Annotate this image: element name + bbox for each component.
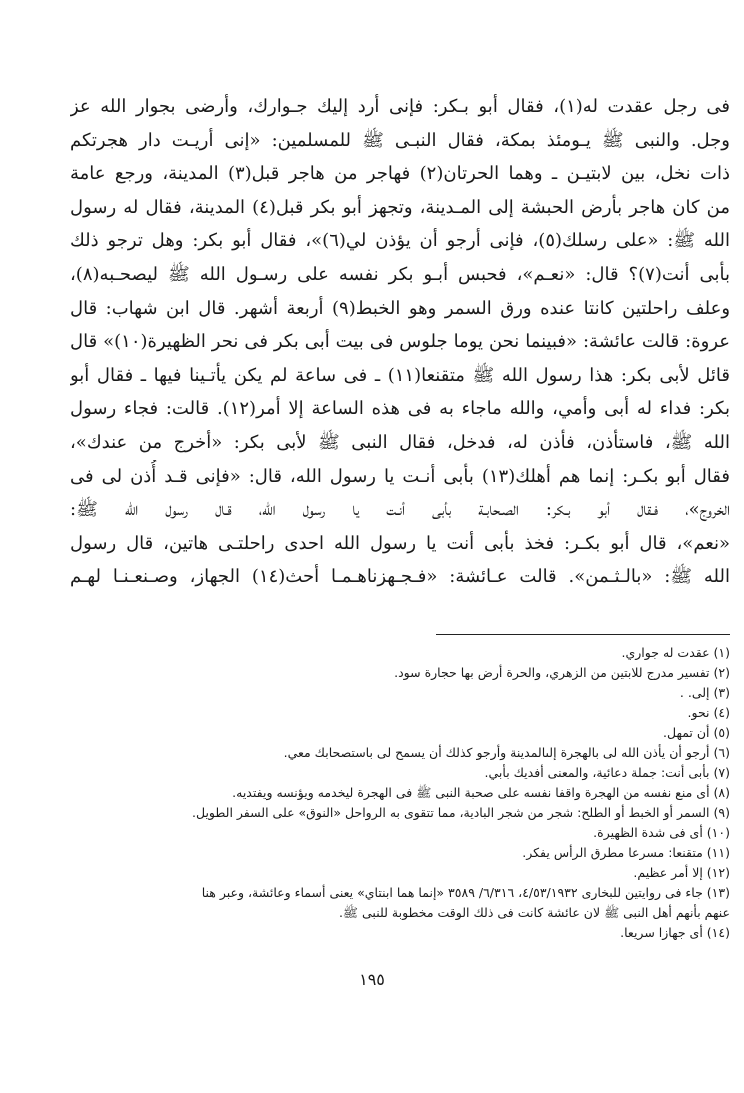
footnote: (٤) نحو. <box>687 705 730 720</box>
footnote: (٥) أن تمهل. <box>663 725 730 740</box>
main-text-line: عروة: قالت عائشة: «فبينما نحن يوما جلوس فى بيت أبى بكر فى نحر الظهيرة(١٠)» قال <box>70 331 730 353</box>
main-text-line: «نعم»، قال أبو بكـر: فخذ بأبى أنت يا رسول الله احدى راحلتـى هاتين، قال رسول <box>70 532 730 554</box>
footnote: (٨) أى منع نفسه من الهجرة واقفا نفسه على صحبة النبى ﷺ فى الهجرة ليخدمه ويؤنسه ويفتديه. <box>232 785 730 800</box>
main-text-line: بكر: فداء له أبى وأمي، والله ماجاء به فى هذه الساعة إلا أمر(١٢). قالت: فجاء رسول <box>70 398 730 420</box>
main-text-line: الله ﷺ، فاستأذن، فأذن له، فدخل، فقال النبى ﷺ لأبى بكر: «أخرج من عندك»، <box>70 431 730 453</box>
main-text-line: الله ﷺ: «على رسلك(٥)، فإنى أرجو أن يؤذن لي(٦)»، فقال أبو بكر: وهل ترجو ذلك <box>70 230 730 252</box>
footnote: (١٠) أى فى شدة الظهيرة. <box>593 825 730 840</box>
footnote: (٧) بأبى أنت: جملة دعائية، والمعنى أفديك بأبي. <box>484 765 730 780</box>
footnote-divider <box>436 634 730 635</box>
footnote: (٢) تفسير مدرج للابتين من الزهري، والحرة أرض بها حجارة سود. <box>394 665 730 680</box>
page-number: ١٩٥ <box>359 970 385 989</box>
footnote-continuation: عنهم بأنهم أهل النبى ﷺ لان عائشة كانت فى ذلك الوقت مخطوبة للنبى ﷺ. <box>338 905 730 920</box>
footnote: (١٢) إلا أمر عظيم. <box>633 865 730 880</box>
footnote: (١) عقدت له جواري. <box>621 645 730 660</box>
main-text-line: بأبى أنت(٧)؟ قال: «نعـم»، فحبس أبـو بكر نفسه على رسـول الله ﷺ ليصحـبه(٨)، <box>70 263 730 285</box>
footnote: (٦) أرجو أن يأذن الله لى بالهجرة إلىالمدينة وأرجو كذلك أن يسمح لى باستصحابك معي. <box>283 745 730 760</box>
footnotes-block <box>70 643 730 943</box>
footnote: (٣) إلى. . <box>679 685 730 700</box>
main-text-line: فى رجل عقدت له(١)، فقال أبو بـكر: فإنى أرد إليك جـوارك، وأرضى بجوار الله عز <box>70 96 730 117</box>
main-text-line: الخروج»، فـقال أبو بـكر: الصـحابـة بأبى أنـت يا رسول الله، قـال رسول الله ﷺ: <box>70 499 730 521</box>
main-text-line: وجل. والنبى ﷺ يـومئذ بمكة، فقال النبـى ﷺ للمسلمين: «إنى أريـت دار هجرتكم <box>70 129 730 151</box>
main-text-line: وعلف راحلتين كانتا عنده ورق السمر وهو الخبط(٩) أربعة أشهر. قال ابن شهاب: قال <box>70 297 730 319</box>
main-text-block <box>70 90 730 594</box>
footnote: (١٤) أى جهازا سريعا. <box>620 925 730 940</box>
main-text-line: ذات نخل، بين لابتيـن ـ وهما الحرتان(٢) فهاجر من هاجر قبل(٣) المدينة، ورجع عامة <box>70 163 730 185</box>
main-text-line: الله ﷺ: «بالـثـمن». قالت عـائشة: «فـجـهزناهـمـا أحث(١٤) الجهاز، وصـنعـنـا لهـم <box>70 566 730 588</box>
main-text-line: فقال أبو بكـر: إنما هم أهلك(١٣) بأبى أنـت يا رسول الله، قال: «فإنى قـد أُذن لى فى <box>70 465 730 487</box>
main-text-line: قائل لأبى بكر: هذا رسول الله ﷺ متقنعا(١١) ـ فى ساعة لم يكن يأتـينا فيها ـ فقال أبو <box>70 364 730 386</box>
footnote: (٩) السمر أو الخبط أو الطلح: شجر من شجر البادية، مما تتقوى به الرواحل «النوق» على السفر الطويل. <box>192 805 730 820</box>
footnote: (١١) متقنعا: مسرعا مطرق الرأس يفكر. <box>522 845 730 860</box>
footnote: (١٣) جاء فى روايتين للبخارى ٤/٥٣/١٩٣٢، ٦/٣١٦/ ٣٥٨٩ «إنما هما ابنتاي» يعنى أسماء وعائشة، وعبر هنا <box>201 885 730 900</box>
main-text-line: من كان هاجر بأرض الحبشة إلى المـدينة، وتجهز أبو بكر قبل(٤) المدينة، فقال له رسول <box>70 196 730 218</box>
